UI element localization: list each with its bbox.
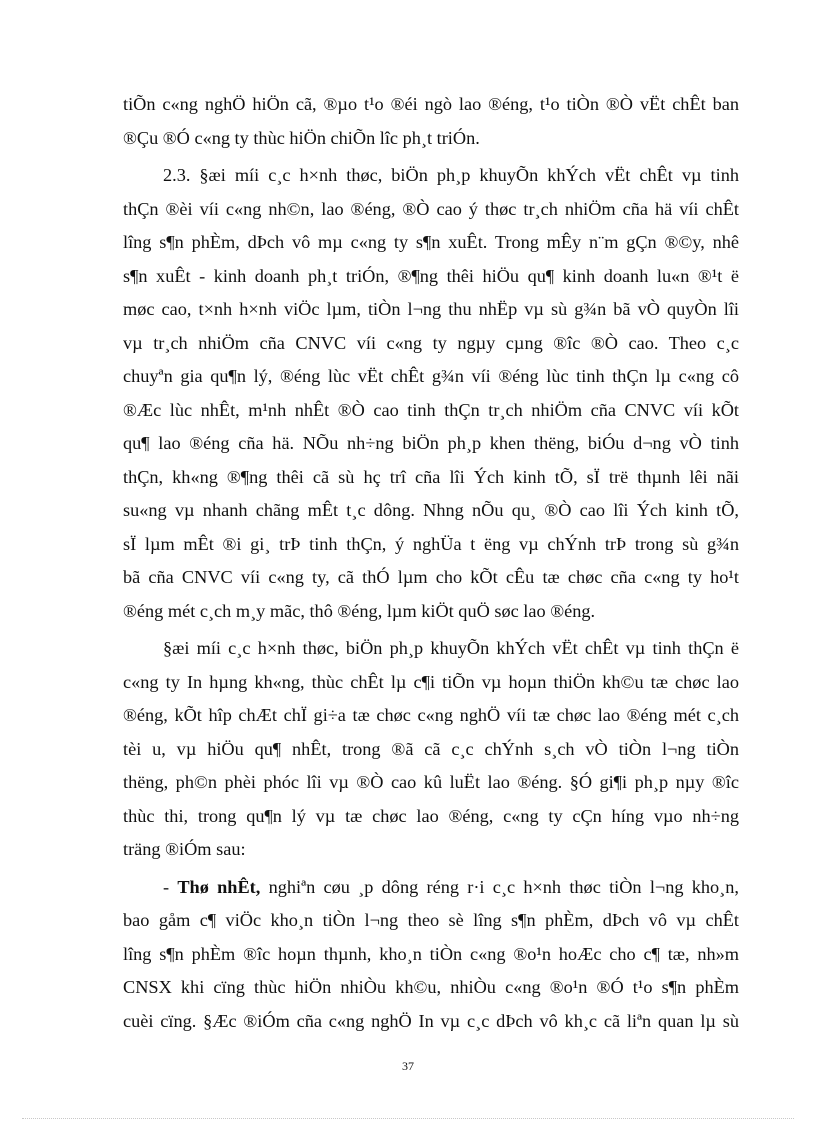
paragraph-2-line-12: sÏ lµm mÊt ®i gi¸ trÞ tinh thÇn, ý nghÜa t ëng vµ chÝnh trÞ trong sù g¾n	[123, 533, 739, 554]
paragraph-2-line-11: su«ng vµ nhanh chãng mÊt t¸c dông. Nhng nÕu qu¸ ®Ò cao lîi Ých kinh tÕ,	[123, 500, 739, 520]
paragraph-2-line-3: lîng s¶n phÈm, dÞch vô mµ c«ng ty s¶n xuÊt. Trong mÊy n¨m gÇn ®©y, nhê	[123, 232, 739, 252]
paragraph-2-line-5: møc cao, t×nh h×nh viÖc lµm, tiÒn l¬ng thu nhËp vµ sù g¾n bã vÒ quyÒn lîi	[123, 299, 739, 319]
paragraph-3-line-5: thëng, ph©n phèi phóc lîi vµ ®Ò cao kû luËt lao ®éng. §Ó gi¶i ph¸p nµy ®îc	[123, 772, 739, 792]
paragraph-2-line-2: thÇn ®èi víi c«ng nh©n, lao ®éng, ®Ò cao ý thøc tr¸ch nhiÖm cña hä víi chÊt	[123, 198, 739, 219]
section-heading-2-3: 2.3. §æi míi c¸c h×nh thøc, biÖn ph¸p khuyÕn khÝch vËt chÊt vµ tinh	[163, 165, 739, 185]
paragraph-2-line-6: vµ tr¸ch nhiÖm cña CNVC víi c«ng ty ngµy cµng ®îc ®Ò cao. Theo c¸c	[123, 332, 739, 353]
paragraph-4-line-5: cuèi cïng. §Æc ®iÓm cña c«ng nghÖ In vµ c¸c dÞch vô kh¸c cã liªn quan lµ sù	[123, 1010, 739, 1031]
paragraph-4-line-1	[123, 871, 739, 905]
paragraph-4-line-1-rest: nghiªn cøu ¸p dông réng r·i c¸c h×nh thøc tiÒn l¬ng kho¸n,	[260, 876, 739, 897]
paragraph-3-line-3: ®éng, kÕt hîp chÆt chÏ gi÷a tæ chøc c«ng nghÖ víi tæ chøc lao ®éng mét c¸ch	[123, 705, 739, 725]
paragraph-3-line-4: tèi u, vµ hiÖu qu¶ nhÊt, trong ®ã cã c¸c chÝnh s¸ch vÒ tiÒn l¬ng tiÒn	[123, 738, 739, 759]
paragraph-1-line-1: tiÕn c«ng nghÖ hiÖn cã, ®µo t¹o ®éi ngò lao ®éng, t¹o tiÒn ®Ò vËt chÊt ban	[123, 94, 739, 114]
paragraph-2-line-10: thÇn, kh«ng ®¶ng thêi cã sù hç trî cña lîi Ých kinh tÕ, sÏ trë thµnh lêi nãi	[123, 466, 739, 487]
paragraph-1-line-2: ®Çu ®Ó c«ng ty thùc hiÖn chiÕn lîc ph¸t triÓn.	[123, 127, 480, 148]
paragraph-3-line-7: träng ®iÓm sau:	[123, 839, 246, 859]
list-dash: -	[163, 876, 178, 897]
body-text	[123, 88, 739, 1038]
paragraph-2-line-8: ®Æc lùc nhÊt, m¹nh nhÊt ®Ò cao tinh thÇn tr¸ch nhiÖm cña CNVC víi kÕt	[123, 399, 739, 420]
page-number: 37	[402, 1059, 414, 1073]
paragraph-2-line-13: bã cña CNVC víi c«ng ty, cã thÓ lµm cho kÕt cÊu tæ chøc cña c«ng ty ho¹t	[123, 567, 739, 587]
paragraph-4-line-2: bao gåm c¶ viÖc kho¸n tiÒn l¬ng theo sè lîng s¶n phÈm, dÞch vô vµ chÊt	[123, 910, 739, 930]
paragraph-2-line-9: qu¶ lao ®éng cña hä. NÕu nh÷ng biÖn ph¸p khen thëng, biÓu d¬ng vÒ tinh	[123, 433, 739, 453]
page-bottom-divider	[22, 1118, 794, 1119]
paragraph-3-line-2: c«ng ty In hµng kh«ng, thùc chÊt lµ c¶i tiÕn vµ hoµn thiÖn kh©u tæ chøc lao	[123, 671, 739, 692]
paragraph-4-line-4: CNSX khi cïng thùc hiÖn nhiÒu kh©u, nhiÒu c«ng ®o¹n ®Ó t¹o s¶n phÈm	[123, 977, 739, 997]
paragraph-2-line-14: ®éng mét c¸ch m¸y mãc, thô ®éng, lµm kiÖt quÖ søc lao ®éng.	[123, 600, 596, 621]
paragraph-2-line-7: chuyªn gia qu¶n lý, ®éng lùc vËt chÊt g¾n víi ®éng lùc tinh thÇn lµ c«ng cô	[123, 366, 739, 386]
paragraph-4-line-3: lîng s¶n phÈm ®îc hoµn thµnh, kho¸n tiÒn c«ng ®o¹n hoÆc cho c¶ tæ, nh»m	[123, 943, 739, 964]
paragraph-3-line-1: §æi míi c¸c h×nh thøc, biÖn ph¸p khuyÕn khÝch vËt chÊt vµ tinh thÇn ë	[163, 638, 739, 658]
paragraph-2-line-4: s¶n xuÊt - kinh doanh ph¸t triÓn, ®¶ng thêi hiÖu qu¶ kinh doanh lu«n ®¹t ë	[123, 265, 739, 286]
paragraph-3-line-6: thùc thi, trong qu¶n lý vµ tæ chøc lao ®éng, c«ng ty cÇn híng vµo nh÷ng	[123, 805, 739, 826]
bold-lead-phrase: Thø nhÊt,	[177, 876, 261, 897]
